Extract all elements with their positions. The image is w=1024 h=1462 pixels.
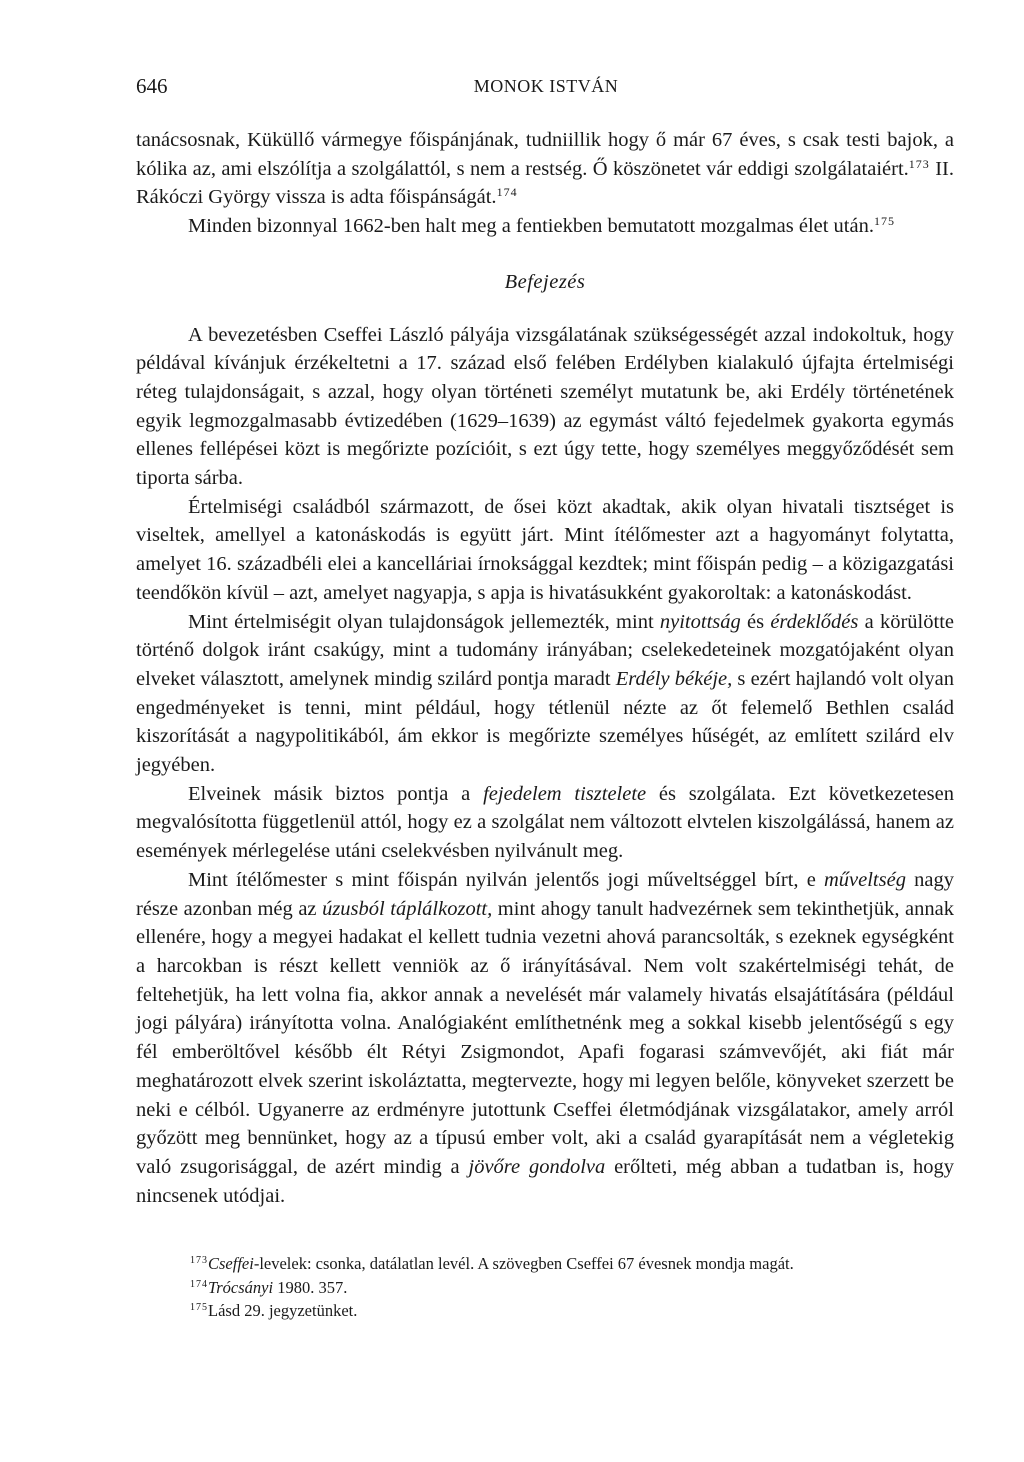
paragraph-1-text-b: II. Rákóczi György vissza is adta főispánságát. <box>136 157 954 209</box>
paragraph-7-text-b: nagy része azonban még az <box>136 868 954 920</box>
paragraph-7-text-d: erőlteti, még abban a tudatban is, hogy nincsenek utódjai. <box>136 1155 954 1207</box>
footnote-number: 174 <box>190 1278 208 1290</box>
footnote-number: 173 <box>190 1255 208 1266</box>
footnote-ref-173: 173 <box>908 156 930 171</box>
footnote-emphasis: Trócsányi <box>208 1277 274 1297</box>
emphasis-nyitottsag: nyitottság <box>659 610 741 633</box>
footnote-text: levelek: csonka, datálatlan levél. A szövegben Cseffei 67 évesnek mondja magát. <box>259 1254 794 1273</box>
paragraph-6 <box>136 780 954 866</box>
emphasis-fejedelem-tisztelete: fejedelem tisztelete <box>483 782 647 805</box>
section-title: Befejezés <box>504 270 586 293</box>
paragraph-6-text-a: Elveinek másik biztos pontja a <box>188 782 484 805</box>
paragraph-7-text-c: mint ahogy tanult hadvezérnek sem tekinthetjük, annak ellenére, hogy a megyei hadakat el kellett tudnia vezetni ahová parancsolták, s ezeknek egységként a harcokban is részt kellett venniök az ő irányításával. Nem volt szakértelmiségi tehát, de feltehetjük, ha lett volna fia, akkor annak a nevelését már valamely hivatás elsajátítására (például jogi pályára) irányította volna. Analógiaként említhetnénk meg a sokkal kisebb jelentőségű s egy fél emberöltővel később élt Rétyi Zsigmondot, Apafi fogarasi számvevőjét, aki fiát már meghatározott elvek szerint iskoláztatta, megtervezte, hogy mi legyen belőle, könyveket szerzett be neki e célból. Ugyanerre az erdményre jutottunk Cseffei életmódjának vizsgálatakor, amely arról győzött meg bennünket, hogy az a típusú ember volt, aki a család gyarapítását nem a végletekig való zsugorisággal, de azért mindig a <box>136 897 955 1178</box>
footnotes <box>190 1252 950 1323</box>
emphasis-jovore-gondolva: jövőre gondolva <box>468 1155 606 1178</box>
footnote-text: 1980. 357. <box>273 1277 348 1297</box>
paragraph-2-text: Minden bizonnyal 1662-ben halt meg a fentiekben bemutatott mozgalmas élet után. <box>188 215 874 238</box>
emphasis-muveltseg: műveltség <box>823 868 906 891</box>
footnote-emphasis: Cseffei- <box>208 1254 260 1273</box>
emphasis-uzusbol: úzusból táplálkozott, <box>322 897 493 920</box>
footnote-ref-174: 174 <box>496 185 518 200</box>
footnote-number: 175 <box>190 1302 208 1313</box>
paragraph-5 <box>136 608 954 780</box>
page-header <box>136 74 956 100</box>
body-text <box>136 126 954 1210</box>
footnote-173 <box>190 1252 950 1276</box>
paragraph-5-text-c: a körülötte történő dolgok iránt csakúgy, mint a tudomány irányában; cselekedeteinek mozgatójaként olyan elveket választott, amelynek mindig szilárd pontja maradt <box>136 610 954 690</box>
paragraph-1 <box>136 126 954 212</box>
paragraph-5-text-a: Mint értelmiségit olyan tulajdonságok jellemezték, mint <box>188 610 660 633</box>
emphasis-erdely-bekeje: Erdély békéje, <box>615 667 733 690</box>
paragraph-6-text-b: és szolgálata. Ezt következetesen megvalósította függetlenül attól, hogy ez a szolgálat nem változott elvtelen kiszolgálássá, hanem az események mérlegelése utáni cselekvésben nyilvánult meg. <box>136 782 954 863</box>
emphasis-erdeklodes: érdeklődés <box>770 610 859 633</box>
paragraph-4: Értelmiségi családból származott, de ősei közt akadtak, akik olyan hivatali tisztséget is viseltek, amellyel a katonáskodás is együtt járt. Mint ítélőmester azt a hagyományt folytatta, amelyet 16. századbéli elei a kancelláriai írnoksággal kezdtek; mint főispán pedig – a közigazgatási teendőkön kívül – azt, amelyet nagyapja, s apja is hivatásukként gyakoroltak: a katonáskodást. <box>136 495 954 604</box>
paragraph-2 <box>136 212 954 241</box>
footnote-174 <box>190 1276 950 1300</box>
footnote-text: Lásd 29. jegyzetünket. <box>208 1301 358 1320</box>
footnote-175 <box>190 1299 950 1323</box>
paragraph-5-text-d: s ezért hajlandó volt olyan engedményeket is tenni, mint például, hogy tétlenül nézte az őt felemelő Bethlen család kiszorítását a nagypolitikából, ám ekkor is megőrizte személyes hűségét, az említett szilárd elv jegyében. <box>136 667 954 777</box>
paragraph-1-text-a: tanácsosnak, Küküllő vármegye főispánjának, tudniillik hogy ő már 67 éves, s csak testi bajok, a kólika az, ami elszólítja a szolgálattól, s nem a restség. Ő köszönetet vár eddigi szolgálataiért. <box>136 129 954 180</box>
page-number: 646 <box>136 74 168 98</box>
paragraph-7 <box>136 866 954 1210</box>
paragraph-5-text-b: és <box>740 610 771 633</box>
running-head: MONOK ISTVÁN <box>473 76 619 96</box>
paragraph-7-text-a: Mint ítélőmester s mint főispán nyilván jelentős jogi műveltséggel bírt, e <box>188 868 824 891</box>
footnote-ref-175: 175 <box>873 214 895 229</box>
paragraph-3: A bevezetésben Cseffei László pályája vizsgálatának szükségességét azzal indokoltuk, hogy példával kívánjuk érzékeltetni a 17. század első felében Erdélyben kialakuló újfajta értelmiségi réteg tulajdonságait, s azzal, hogy olyan történeti személyt mutatunk be, aki Erdély történetének egyik legmozgalmasabb évtizedében (1629–1639) az egymást váltó fejedelmek gyakorta egymás ellenes fellépései közt is megőrizte pozícióit, s ezt úgy tette, hogy személyes meggyőződését sem tiporta sárba. <box>136 323 954 490</box>
